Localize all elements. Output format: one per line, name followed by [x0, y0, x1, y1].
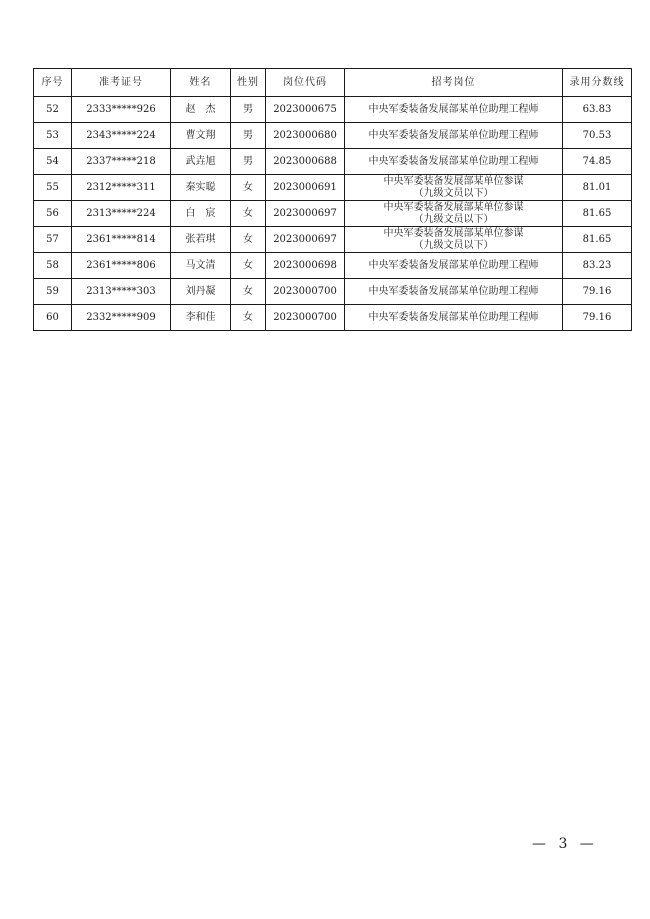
cell-seq: 59: [34, 279, 72, 305]
position-line: 中央军委装备发展部某单位助理工程师: [368, 312, 539, 323]
cell-seq: 52: [34, 97, 72, 123]
cell-exam-id: 2313*****224: [72, 201, 171, 227]
table-row: [34, 227, 632, 253]
table-row: [34, 149, 632, 175]
cell-position-code: 2023000691: [266, 175, 345, 201]
table-body: [34, 97, 632, 331]
cell-name: 李和佳: [171, 305, 231, 331]
cell-position-code: 2023000697: [266, 227, 345, 253]
cell-gender: 男: [231, 97, 266, 123]
cell-score: 81.65: [563, 201, 632, 227]
cell-score: 63.83: [563, 97, 632, 123]
position-line: 中央军委装备发展部某单位参谋: [383, 227, 524, 239]
table-row: [34, 279, 632, 305]
cell-exam-id: 2312*****311: [72, 175, 171, 201]
cell-position-code: 2023000697: [266, 201, 345, 227]
position-line: 中央军委装备发展部某单位助理工程师: [368, 260, 539, 271]
cell-position: [345, 227, 563, 253]
cell-exam-id: 2337*****218: [72, 149, 171, 175]
cell-name: 赵 杰: [171, 97, 231, 123]
cell-name: 武垚旭: [171, 149, 231, 175]
position-line: 中央军委装备发展部某单位助理工程师: [368, 286, 539, 297]
table-row: [34, 97, 632, 123]
cell-position: [345, 253, 563, 279]
cell-exam-id: 2332*****909: [72, 305, 171, 331]
position-line: （九级文员以下）: [413, 239, 494, 251]
header-exam-id: 准考证号: [72, 69, 171, 97]
cell-gender: 女: [231, 227, 266, 253]
header-position-code: 岗位代码: [266, 69, 345, 97]
cell-name: 秦实聪: [171, 175, 231, 201]
cell-position: [345, 97, 563, 123]
cell-exam-id: 2361*****806: [72, 253, 171, 279]
cell-gender: 女: [231, 253, 266, 279]
cell-name: 白 宸: [171, 201, 231, 227]
cell-seq: 53: [34, 123, 72, 149]
table-row: [34, 305, 632, 331]
cell-exam-id: 2313*****303: [72, 279, 171, 305]
position-line: 中央军委装备发展部某单位参谋: [383, 201, 524, 213]
cell-exam-id: 2361*****814: [72, 227, 171, 253]
cell-position: [345, 123, 563, 149]
cell-name: 张若琪: [171, 227, 231, 253]
cell-score: 81.65: [563, 227, 632, 253]
table-row: [34, 253, 632, 279]
cell-position: [345, 149, 563, 175]
cell-seq: 60: [34, 305, 72, 331]
table-row: [34, 201, 632, 227]
cell-score: 81.01: [563, 175, 632, 201]
cell-score: 79.16: [563, 279, 632, 305]
cell-gender: 女: [231, 305, 266, 331]
header-score: 录用分数线: [563, 69, 632, 97]
cell-score: 70.53: [563, 123, 632, 149]
cell-position: [345, 175, 563, 201]
cell-score: 79.16: [563, 305, 632, 331]
cell-position-code: 2023000700: [266, 279, 345, 305]
table-header-row: [34, 69, 632, 97]
header-name: 姓名: [171, 69, 231, 97]
cell-gender: 男: [231, 123, 266, 149]
cell-position-code: 2023000700: [266, 305, 345, 331]
cell-score: 83.23: [563, 253, 632, 279]
cell-seq: 57: [34, 227, 72, 253]
cell-position-code: 2023000688: [266, 149, 345, 175]
position-line: （九级文员以下）: [413, 187, 494, 199]
position-line: 中央军委装备发展部某单位参谋: [383, 175, 524, 187]
cell-position-code: 2023000698: [266, 253, 345, 279]
results-table: [33, 68, 632, 331]
cell-position-code: 2023000675: [266, 97, 345, 123]
cell-exam-id: 2333*****926: [72, 97, 171, 123]
header-gender: 性别: [231, 69, 266, 97]
table-row: [34, 175, 632, 201]
cell-gender: 男: [231, 149, 266, 175]
cell-gender: 女: [231, 175, 266, 201]
cell-name: 曹文翔: [171, 123, 231, 149]
cell-score: 74.85: [563, 149, 632, 175]
position-line: （九级文员以下）: [413, 213, 494, 225]
cell-gender: 女: [231, 279, 266, 305]
cell-position-code: 2023000680: [266, 123, 345, 149]
cell-position: [345, 305, 563, 331]
header-seq: 序号: [34, 69, 72, 97]
cell-seq: 56: [34, 201, 72, 227]
cell-name: 刘丹凝: [171, 279, 231, 305]
cell-gender: 女: [231, 201, 266, 227]
cell-name: 马文清: [171, 253, 231, 279]
header-position: 招考岗位: [345, 69, 563, 97]
cell-exam-id: 2343*****224: [72, 123, 171, 149]
cell-seq: 54: [34, 149, 72, 175]
cell-seq: 55: [34, 175, 72, 201]
position-line: 中央军委装备发展部某单位助理工程师: [368, 156, 539, 167]
position-line: 中央军委装备发展部某单位助理工程师: [368, 104, 539, 115]
cell-seq: 58: [34, 253, 72, 279]
page-number: — 3 —: [532, 836, 598, 852]
cell-position: [345, 279, 563, 305]
table-row: [34, 123, 632, 149]
cell-position: [345, 201, 563, 227]
position-line: 中央军委装备发展部某单位助理工程师: [368, 130, 539, 141]
